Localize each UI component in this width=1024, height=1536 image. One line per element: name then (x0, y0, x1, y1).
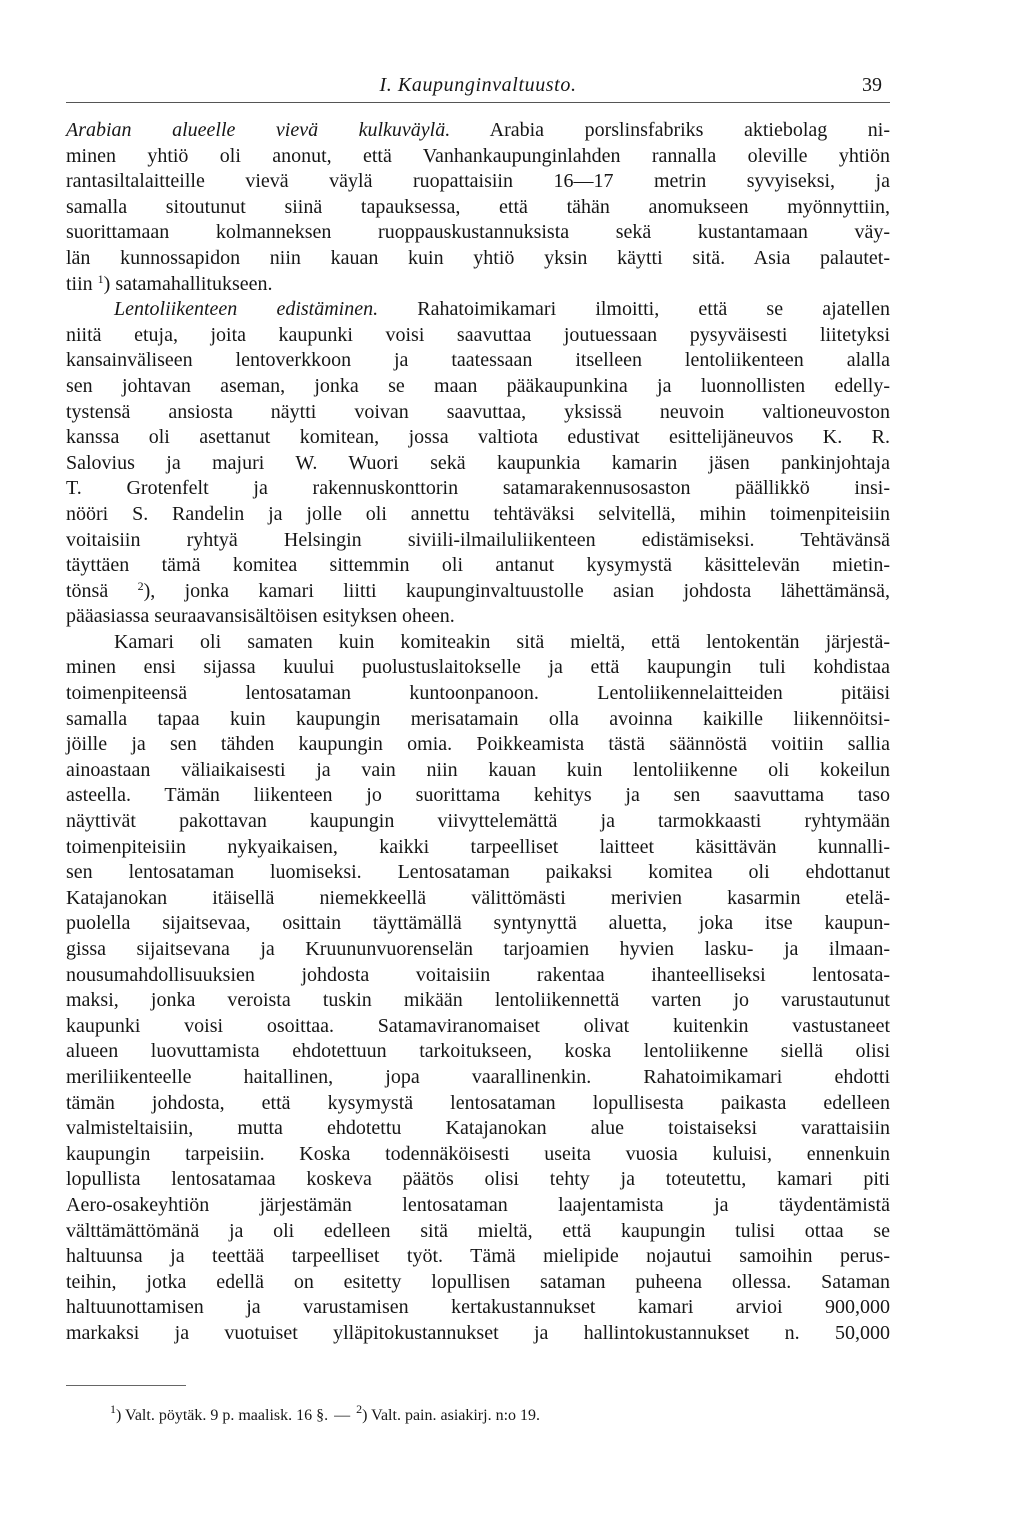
text-line: minen yhtiö oli anonut, että Vanhankaupunginlahden rannalla oleville yhtiön (66, 144, 890, 167)
section-heading: Lentoliikenteen edistäminen. (114, 298, 379, 321)
footnote-ref: 1 (97, 271, 104, 286)
text-line: meriliikenteelle haitallinen, jopa vaarallinenkin. Rahatoimikamari ehdotti (66, 1065, 890, 1088)
text-line: gissa sijaitsevana ja Kruununvuorenselän tarjoamien hyvien lasku- ja ilmaan- (66, 938, 890, 960)
text-line: haltuunottamisen ja varustamisen kertakustannukset kamari arvioi 900,000 (66, 1296, 890, 1319)
footnote-2: ) Valt. pain. asiakirj. n:o 19. (362, 1407, 541, 1424)
text-line: Katajanokan itäisellä niemekkeellä välittömästi merivien kasarmin etelä- (66, 886, 890, 909)
text-line: tämän johdosta, että kysymystä lentosataman lopullisesta paikasta edelleen (66, 1091, 890, 1114)
text-line: rantasiltalaitteille vievä väylä ruopattaisiin 16—17 metrin syvyiseksi, ja (66, 170, 890, 193)
text-line: lopullista lentosatamaa koskeva päätös olisi tehty ja toteutettu, kamari piti (66, 1168, 890, 1191)
text-line: pääasiassa seuraavansisältöisen esityksen oheen. (66, 605, 455, 628)
footnote-separator: — (334, 1407, 351, 1424)
text-line: markaksi ja vuotuiset ylläpitokustannukset ja hallintokustannukset n. 50,000 (66, 1321, 890, 1344)
text-line: voitaisiin ryhtyä Helsingin siviili-ilmailuliikenteen edistämiseksi. Tehtävänsä (66, 528, 890, 551)
text-line: teihin, jotka edellä on esitetty lopullisen sataman puheena ollessa. Sataman (66, 1270, 890, 1293)
page-number: 39 (862, 74, 882, 96)
text-line: haltuunsa ja teettää tarpeelliset työt. Tämä mielipide nojautui samoihin perus- (66, 1245, 890, 1268)
text-line: minen ensi sijassa kuului puolustuslaitokselle ja että kaupungin tuli kohdistaa (66, 656, 890, 679)
text-line: puolella sijaitsevaa, osittain täyttämällä syntynyttä aluetta, joka itse kaupun- (66, 912, 890, 935)
text-line: jöille ja sen tähden kaupungin omia. Poikkeamista tästä säännöstä voitiin sallia (66, 733, 890, 756)
text-line: samalla tapaa kuin kaupungin merisatamain olla avoinna kaikille liikennöitsi- (66, 707, 890, 730)
text-line: niitä etuja, joita kaupunki voisi saavuttaa joutuessaan pysyväisesti liitetyksi (66, 323, 890, 346)
text-line: maksi, jonka veroista tuskin mikään lentoliikennettä varten jo varustautunut (66, 989, 890, 1012)
footnote-rule (66, 1385, 186, 1386)
text-line: alueen luovuttamista ehdotettuun tarkoitukseen, koska lentoliikenne siellä olisi (66, 1040, 890, 1063)
text-line: ainoastaan väliaikaisesti ja vain niin kauan kuin lentoliikenne oli kokeilun (66, 758, 890, 781)
footnote-ref: 2 (137, 578, 144, 593)
text-line: T. Grotenfelt ja rakennuskonttorin satamarakennusosaston päällikkö insi- (66, 477, 890, 500)
text-line: kaupungin tarpeisiin. Koska todennäköisesti useita vuosia kuluisi, ennenkuin (66, 1142, 890, 1165)
section-heading: Arabian alueelle vievä kulkuväylä. (66, 119, 451, 141)
text-line: näyttivät pakottavan kaupungin viivyttelemättä ja tarmokkaasti ryhtymään (66, 810, 890, 833)
text-line: kaupunki voisi osoittaa. Satamaviranomaiset olivat kuitenkin vastustaneet (66, 1014, 890, 1037)
text-line: Salovius ja majuri W. Wuori sekä kaupunkia kamarin jäsen pankinjohtaja (66, 451, 890, 474)
body-text (66, 118, 890, 1347)
text-line: sen johtavan aseman, jonka se maan pääkaupunkina ja luonnollisten edelly- (66, 374, 890, 397)
text-line: toimenpiteisiin nykyaikaisen, kaikki tarpeelliset laitteet käsittävän kunnalli- (66, 835, 890, 858)
text-line: täyttäen tämä komitea sittemmin oli antanut kysymystä käsittelevän mietin- (66, 554, 890, 577)
text-line: välttämättömänä ja oli edelleen sitä mieltä, että kaupungin tulisi ottaa se (66, 1219, 890, 1242)
text-line: tiin $^1$) satamahallitukseen. (66, 271, 273, 295)
text-line: samalla sitoutunut siinä tapauksessa, että tähän anomukseen myönnyttiin, (66, 195, 890, 218)
text-line: kansainväliseen lentoverkkoon ja taatessaan itselleen lentoliikenteen alalla (66, 349, 890, 372)
text-line: suorittamaan kolmanneksen ruoppauskustannuksista sekä kustantamaan väy- (66, 221, 890, 244)
text-line: asteella. Tämän liikenteen jo suorittama kehitys ja sen saavuttama taso (66, 784, 890, 807)
text-line: nööri S. Randelin ja jolle oli annettu tehtäväksi selvitellä, mihin toimenpiteisiin (66, 502, 890, 525)
page-header (66, 70, 890, 100)
text-line: Aero-osakeyhtiön järjestämän lentosataman laajentamista ja täydentämistä (66, 1193, 890, 1216)
footnote-line (66, 1402, 890, 1426)
header-rule (66, 102, 890, 103)
footnote-mark: 1 (110, 1402, 116, 1416)
text-line: län kunnossapidon niin kauan kuin yhtiö yksin käytti sitä. Asia palautet- (66, 246, 890, 269)
text-line: kanssa oli asettanut komitean, jossa valtiota edustivat esittelijäneuvos K. R. (66, 426, 890, 449)
footnotes (66, 1402, 890, 1426)
running-title: I. Kaupunginvaltuusto. (379, 74, 577, 96)
text-line: tystensä ansiosta näytti voivan saavuttaa, yksissä neuvoin valtioneuvoston (66, 400, 890, 423)
footnote-1: ) Valt. pöytäk. 9 p. maalisk. 16 §. (116, 1407, 329, 1424)
text-line: Arabian alueelle vievä kulkuväylä. Arabia porslinsfabriks aktiebolag ni- (66, 119, 890, 141)
text-line: valmisteltaisiin, mutta ehdotettu Katajanokan alue toistaiseksi varattaisiin (66, 1117, 890, 1140)
text-line: toimenpiteensä lentosataman kuntoonpanoon. Lentoliikennelaitteiden pitäisi (66, 682, 890, 705)
footnote-mark: 2 (356, 1402, 363, 1416)
text-line: Kamari oli samaten kuin komiteakin sitä mieltä, että lentokentän järjestä- (114, 630, 890, 653)
text-line: sen lentosataman luomiseksi. Lentosataman paikaksi komitea oli ehdottanut (66, 861, 890, 884)
text-line: Lentoliikenteen edistäminen. Rahatoimikamari ilmoitti, että se ajatellen (114, 298, 890, 321)
text-line: tönsä $^2$), jonka kamari liitti kaupunginvaltuustolle asian johdosta lähettämänsä, (66, 578, 891, 602)
text-line: nousumahdollisuuksien johdosta voitaisiin rakentaa ihanteelliseksi lentosata- (66, 963, 890, 986)
